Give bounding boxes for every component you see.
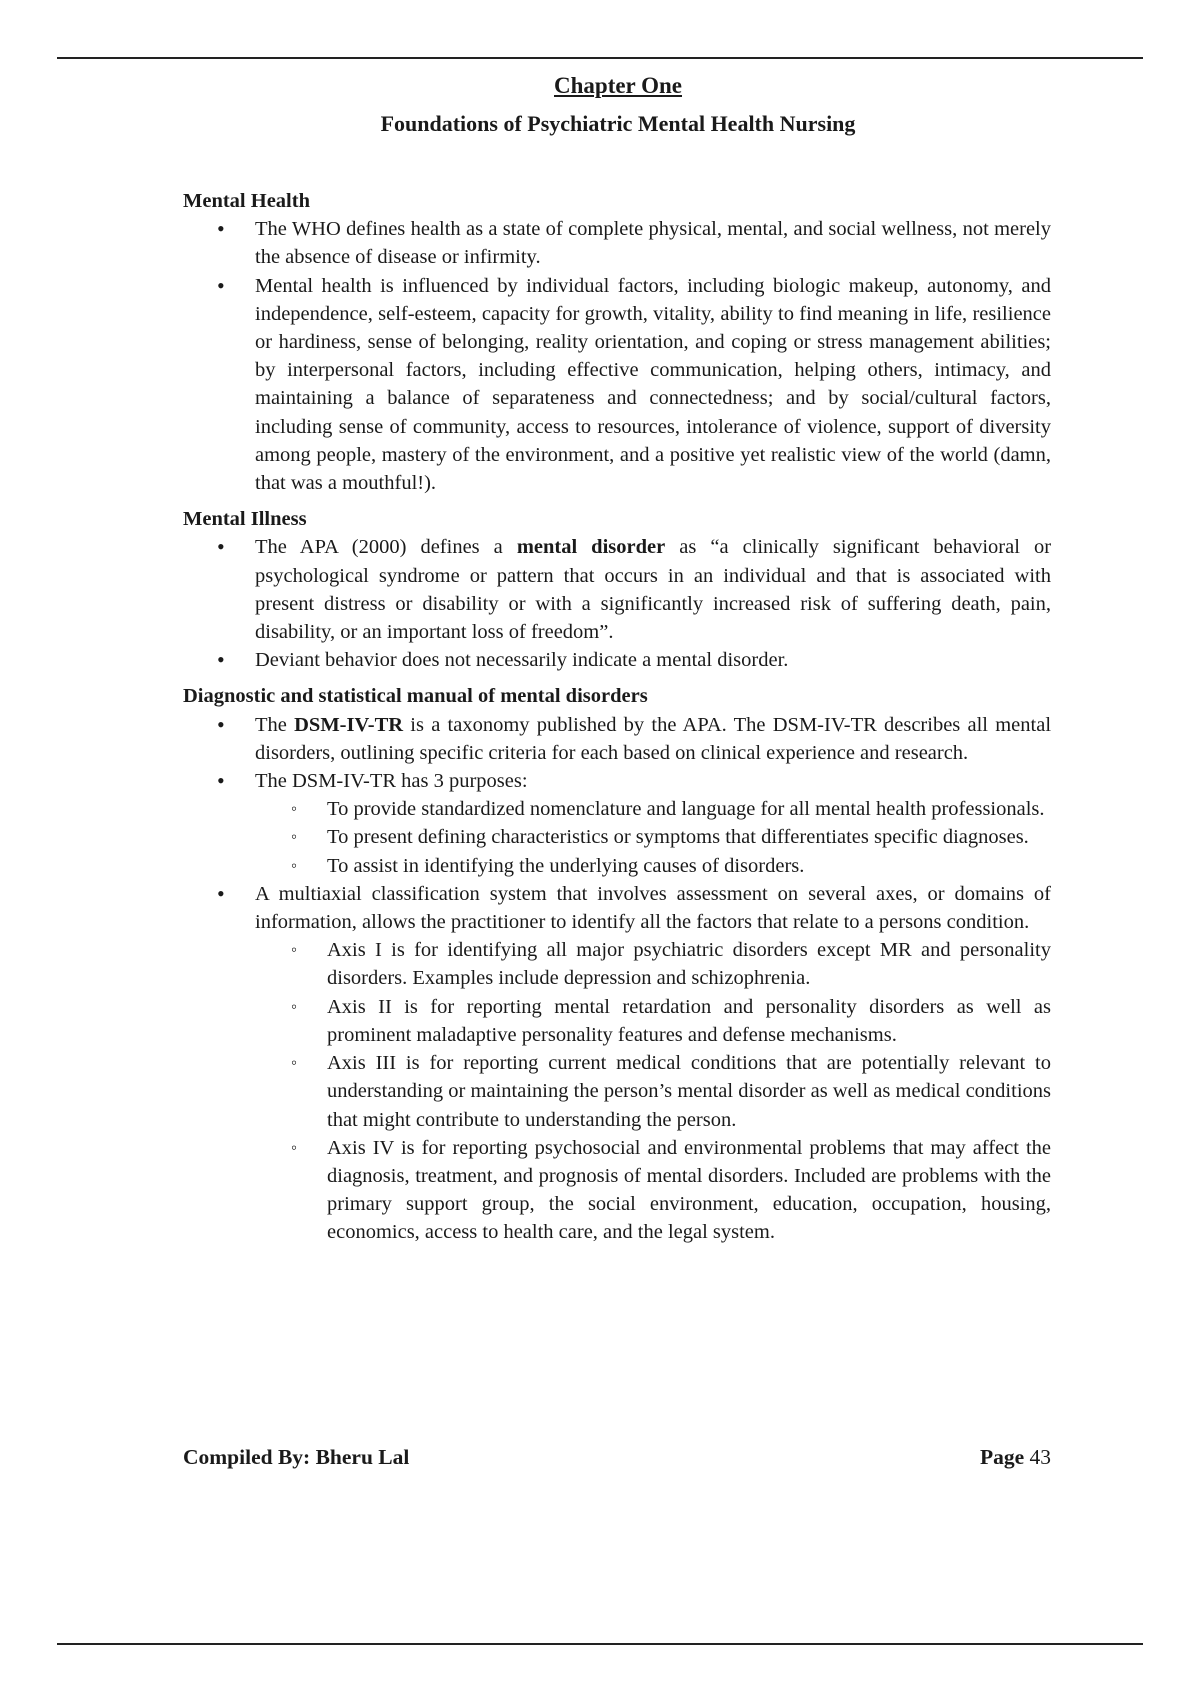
list-item (255, 880, 1051, 1247)
page-number: 43 (1029, 1445, 1051, 1469)
sub-list-item: ◦ To provide standardized nomenclature and language for all mental health professionals. (327, 795, 1051, 823)
purposes-list (255, 795, 1051, 880)
list-item (255, 711, 1051, 767)
list-item: • Mental health is influenced by individual factors, including biologic makeup, autonomy, and independence, self-esteem, capacity for growth, vitality, ability to find meaning in life, resilience or hardiness, sense of belonging, reality orientation, and coping or stress management abilities; by interpersonal factors, including effective communication, helping others, intimacy, and maintaining a balance of separateness and connectedness; and by social/cultural factors, including sense of community, access to resources, intolerance of violence, support of diversity among people, mastery of the environment, and a positive yet realistic view of the world (damn, that was a mouthful!). (255, 272, 1051, 498)
list-item: • Deviant behavior does not necessarily indicate a mental disorder. (255, 646, 1051, 674)
text-run: The APA (2000) defines a (255, 536, 503, 559)
list-item: • The WHO defines health as a state of complete physical, mental, and social wellness, not merely the absence of disease or infirmity. (255, 215, 1051, 271)
section-heading-mental-health: Mental Health (183, 190, 310, 212)
mental-illness-list (183, 533, 1051, 674)
mental-health-list (183, 215, 1051, 497)
text-run: is a taxonomy published by the APA. The DSM-IV-TR describes all mental disorders, outlining specific criteria for each based on clinical experience and research. (255, 713, 1052, 764)
section-heading-mental-illness: Mental Illness (183, 508, 307, 531)
page-footer (183, 1445, 1051, 1470)
bottom-rule (57, 1643, 1143, 1645)
sub-list-item: ◦ Axis IV is for reporting psychosocial and environmental problems that may affect the diagnosis, treatment, and prognosis of mental disorders. Included are problems with the primary support group, the social environment, education, occupation, housing, economics, access to health care, and the legal system. (327, 1134, 1051, 1247)
axes-list (255, 936, 1051, 1246)
term-dsm-iv-tr: DSM-IV-TR (294, 713, 404, 736)
top-rule (57, 57, 1143, 59)
dsm-list (183, 711, 1051, 1247)
compiled-by: Compiled By: Bheru Lal (183, 1445, 410, 1469)
text-run: The DSM-IV-TR has 3 purposes: (255, 770, 528, 793)
term-mental-disorder: mental disorder (516, 536, 666, 559)
sub-list-item: ◦ Axis III is for reporting current medical conditions that are potentially relevant to understanding or maintaining the person’s mental disorder as well as medical conditions that might contribute to understanding the person. (327, 1049, 1051, 1134)
page-number-block (980, 1445, 1051, 1470)
chapter-subtitle: Foundations of Psychiatric Mental Health Nursing (380, 111, 856, 136)
text-run: as “a clinically significant behavioral or psychological syndrome or pattern that occurs in an individual and that is associated with present distress or disability or with a significantly increased risk of suffering death, pain, disability, or an important loss of freedom”. (255, 536, 1052, 644)
list-item (255, 767, 1051, 880)
sub-list-item: ◦ To present defining characteristics or symptoms that differentiates specific diagnoses. (327, 823, 1051, 851)
page-body (183, 187, 1051, 1255)
page-label: Page (979, 1445, 1025, 1469)
sub-list-item: ◦ To assist in identifying the underlying causes of disorders. (327, 852, 1051, 880)
list-item (255, 533, 1051, 646)
sub-list-item: ◦ Axis II is for reporting mental retardation and personality disorders as well as prominent maladaptive personality features and defense mechanisms. (327, 993, 1051, 1049)
text-run: The (255, 713, 287, 736)
chapter-title: Chapter One (554, 73, 682, 98)
sub-list-item: ◦ Axis I is for identifying all major psychiatric disorders except MR and personality disorders. Examples include depression and schizophrenia. (327, 936, 1051, 992)
text-run: A multiaxial classification system that involves assessment on several axes, or domains of information, allows the practitioner to identify all the factors that relate to a persons condition. (255, 882, 1051, 934)
section-heading-dsm: Diagnostic and statistical manual of mental disorders (183, 685, 648, 708)
